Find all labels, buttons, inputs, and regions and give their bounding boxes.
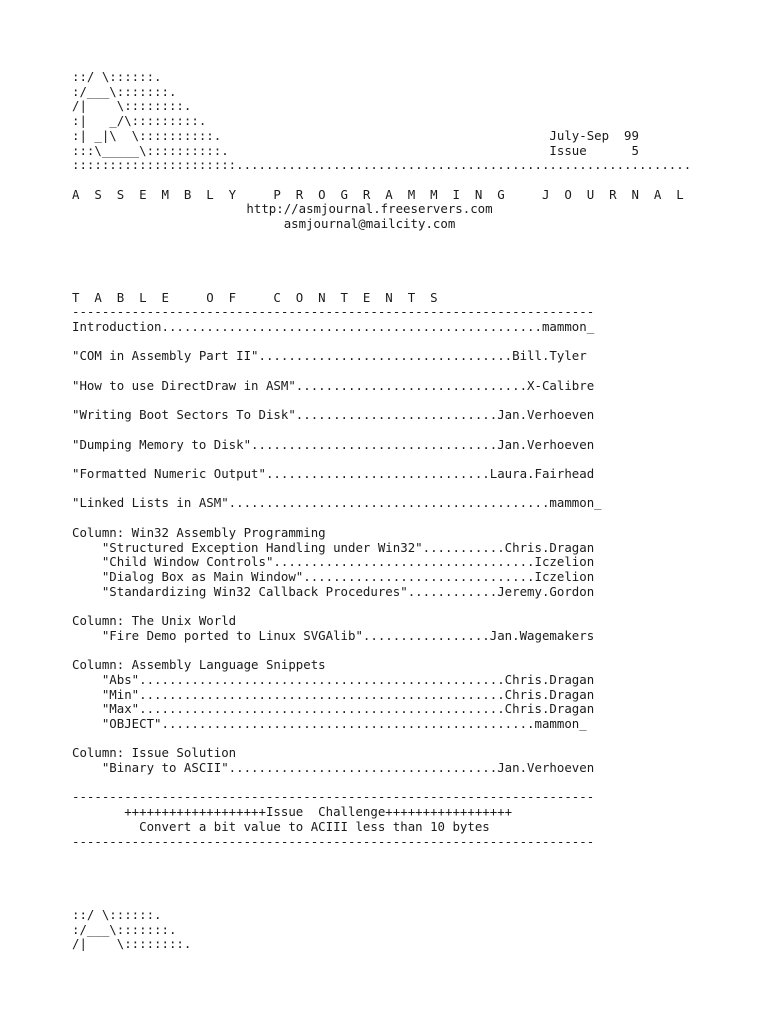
toc-column-entry[interactable]: "Structured Exception Handling under Win32"...........Chris.Dragan <box>72 539 595 555</box>
toc-entry[interactable]: "Dumping Memory to Disk".................................Jan.Verhoeven <box>72 436 595 452</box>
toc-heading: T A B L E O F C O N T E N T S <box>72 289 438 305</box>
journal-email[interactable]: asmjournal@mailcity.com <box>283 216 456 232</box>
toc-column-entry[interactable]: "Binary to ASCII"....................................Jan.Verhoeven <box>72 760 595 776</box>
toc-column-title: Column: Assembly Language Snippets <box>72 657 326 673</box>
journal-page <box>72 70 712 952</box>
toc-column-entry[interactable]: "OBJECT"..................................................mammon_ <box>72 715 587 731</box>
footer-logo-line: ::/ \::::::. <box>72 907 162 923</box>
challenge-text: Convert a bit value to ACIII less than 10 bytes <box>72 818 490 834</box>
toc-column-entry[interactable]: "Fire Demo ported to Linux SVGAlib".................Jan.Wagemakers <box>72 627 595 643</box>
header-logo-line: :/___\:::::::. <box>72 83 177 99</box>
toc-entry-introduction[interactable]: Introduction...................................................mammon_ <box>72 318 595 334</box>
header-logo-line-issue: :::\_____\::::::::::. Issue 5 <box>72 142 639 158</box>
toc-entry[interactable]: "Linked Lists in ASM"...........................................mammon_ <box>72 495 602 511</box>
header-logo-line: :| _/\:::::::::. <box>72 113 207 129</box>
toc-column-entry[interactable]: "Standardizing Win32 Callback Procedures"............Jeremy.Gordon <box>72 583 595 599</box>
toc-entry[interactable]: "How to use DirectDraw in ASM"...............................X-Calibre <box>72 377 595 393</box>
toc-column-entry[interactable]: "Abs".................................................Chris.Dragan <box>72 671 595 687</box>
header-logo-line-date: :| _|\ \::::::::::. July-Sep 99 <box>72 127 639 143</box>
journal-url[interactable]: http://asmjournal.freeservers.com <box>246 201 493 217</box>
header-logo-line: /| \::::::::. <box>72 98 192 114</box>
toc-column-entry[interactable]: "Min".................................................Chris.Dragan <box>72 686 595 702</box>
footer-logo-line: :/___\:::::::. <box>72 921 177 937</box>
challenge-rule-top: ---------------------------------------------------------------------- <box>72 789 595 805</box>
challenge-title: +++++++++++++++++++Issue Challenge+++++++++++++++++ <box>72 804 513 820</box>
toc-entry[interactable]: "Formatted Numeric Output"..............................Laura.Fairhead <box>72 465 595 481</box>
footer-logo-line: /| \::::::::. <box>72 936 192 952</box>
header-logo-line: ::/ \::::::. <box>72 69 162 84</box>
toc-rule: ---------------------------------------------------------------------- <box>72 304 595 320</box>
toc-entry[interactable]: "Writing Boot Sectors To Disk"...........................Jan.Verhoeven <box>72 407 595 423</box>
toc-column-entry[interactable]: "Dialog Box as Main Window"...............................Iczelion <box>72 568 595 584</box>
toc-column-entry[interactable]: "Max".................................................Chris.Dragan <box>72 701 595 717</box>
toc-column-title: Column: The Unix World <box>72 613 237 629</box>
toc-column-title: Column: Issue Solution <box>72 745 237 761</box>
challenge-rule-bottom: ---------------------------------------------------------------------- <box>72 833 595 849</box>
journal-title: A S S E M B L Y P R O G R A M M I N G J O U R N A L <box>72 186 684 202</box>
toc-column-title: Column: Win32 Assembly Programming <box>72 524 326 540</box>
toc-entry[interactable]: "COM in Assembly Part II"..................................Bill.Tyler <box>72 348 587 364</box>
toc-column-entry[interactable]: "Child Window Controls"...................................Iczelion <box>72 554 595 570</box>
header-dotted-rule: ::::::::::::::::::::::............................................................. <box>72 157 692 173</box>
